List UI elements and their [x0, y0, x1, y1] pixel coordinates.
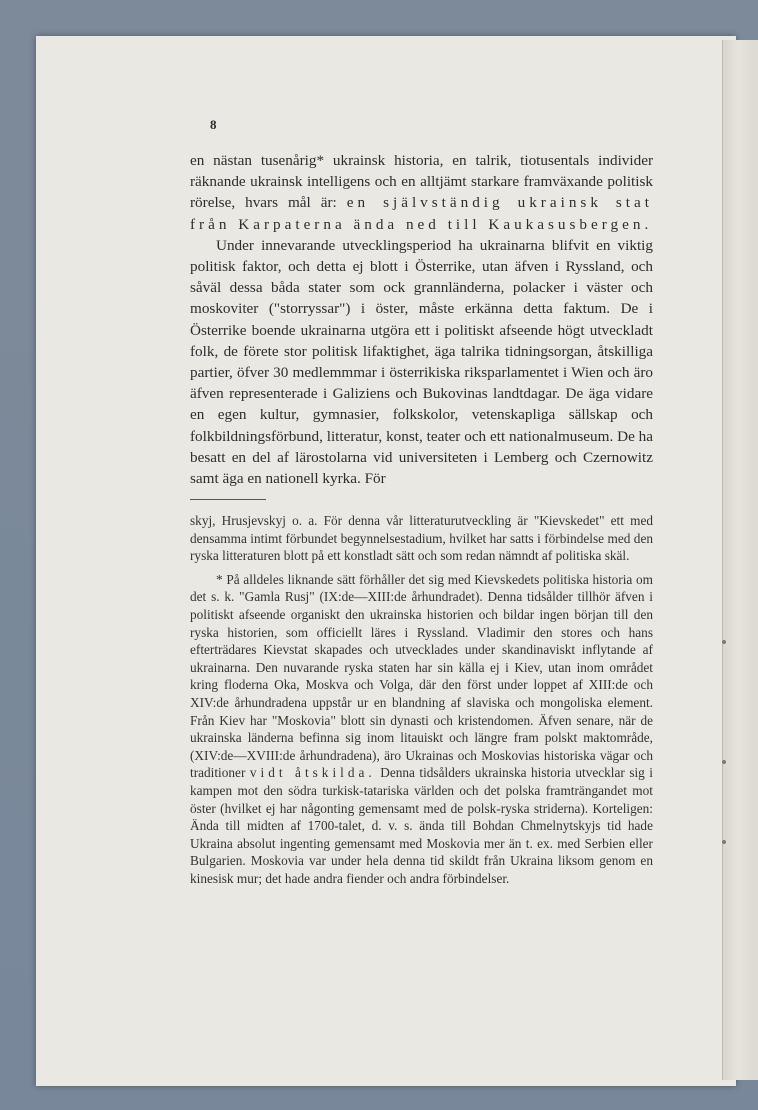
main-text [190, 150, 653, 489]
footnote-asterisk: * På alldeles liknande sätt förhåller det sig med Kievskedets politiska historia om det s. k. "Gamla Rusj" (IX:de—XIII:de århundradet). Denna tidsålder tillhör äfven i politiskt afseende organiskt den ukrainska historien och bildar ingen början till den ryska historien, som officiellt läres i Ryssland. Vladimir den stores och hans efterträdares Kievstat skapades och utvecklades under skandinaviskt inflytande af ukrainarna. Den nuvarande ryska staten har sin källa ej i Kiev, utan inom området kring floderna Oka, Moskva och Volga, där den först under loppet af XIII:de och XIV:de århundradena uppstår ur en blandning af slaviska och mongoliska element. Från Kiev har "Moskovia" blott sin dynasti och kristendomen. Äfven senare, när de ukrainska länderna befinna sig inom litauiskt och längre fram polskt maktområde, (XIV:de—XVIII:de århundradena), äro Ukrainas och Moskovias historiska vägar och traditioner vidt åtskilda. Denna tidsålders ukrainska historia utvecklar sig i kampen mot den södra turkisk-tatariska världen och det polska framträngandet mot öster (hvilket ej har någonting gemensamt med de polsk-ryska striderna). Korteligen: Ända till midten af 1700-talet, d. v. s. ända till Bohdan Chmelnytskyjs tid hade Ukraina absolut ingenting gemensamt med Moskovia mer än t. ex. med Serbien eller Bulgarien. Moskovia var under hela denna tid skildt från Ukraina liksom genom en kinesisk mur; det hade andra fiender och andra förbindelser. [190, 571, 654, 886]
page-number: 8 [210, 117, 217, 132]
footnote-spaced-emphasis: vidt åtskilda. [249, 765, 376, 781]
paragraph-2: Under innevarande utvecklingsperiod ha ukrainarna blifvit en viktig politisk faktor, och detta ej blott i Österrike, utan äfven i Ryssland, och såväl dessa båda stater som ock grannländerna, polacker i väster och moskoviter ("storryssar") i öster, måste erkänna detta faktum. De i Österrike boende ukrainarna utgöra ett i politiskt afseende högt utveckladt folk, de förete stor politisk lifaktighet, äga talrika tidningsorgan, åtskilliga partier, öfver 30 medlemmmar i österrikiska riksparlamentet i Wien och äro äfven representerade i Galiziens och Bukovinas landtdagar. De äga vidare en egen kultur, gymnasier, folkskolor, vetenskapliga sällskap och folkbildningsförbund, litteratur, konst, teater och ett nationalmuseum. De ha besatt en del af lärostolarna vid universiteten i Lemberg och Czernowitz samt äga en nationell kyrka. För [190, 236, 653, 488]
spaced-emphasis: en självständig ukrainsk stat från Karpaterna ända ned till Kaukasusbergen. [190, 194, 653, 233]
next-page-edge [722, 40, 758, 1080]
footnotes [190, 512, 653, 889]
footnote-divider [190, 499, 266, 500]
footnote-continuation: skyj, Hrusjevskyj o. a. För denna vår litteraturutveckling är "Kievskedet" ett med densamma intimt förbundet begynnelsestadium, hvilket har satts i förbindelse med den ryska litteraturen blott på ett konstladt sätt och som redan nämndt af politiska skäl. [190, 513, 653, 564]
paragraph-1: en nästan tusenårig* ukrainsk historia, en talrik, tiotusentals individer räknande ukrainsk intelligens och en alltjämt starkare framväxande politisk rörelse, hvars mål är: en självständig ukrainsk stat från Karpaterna ända ned till Kaukasusbergen. [190, 152, 653, 233]
